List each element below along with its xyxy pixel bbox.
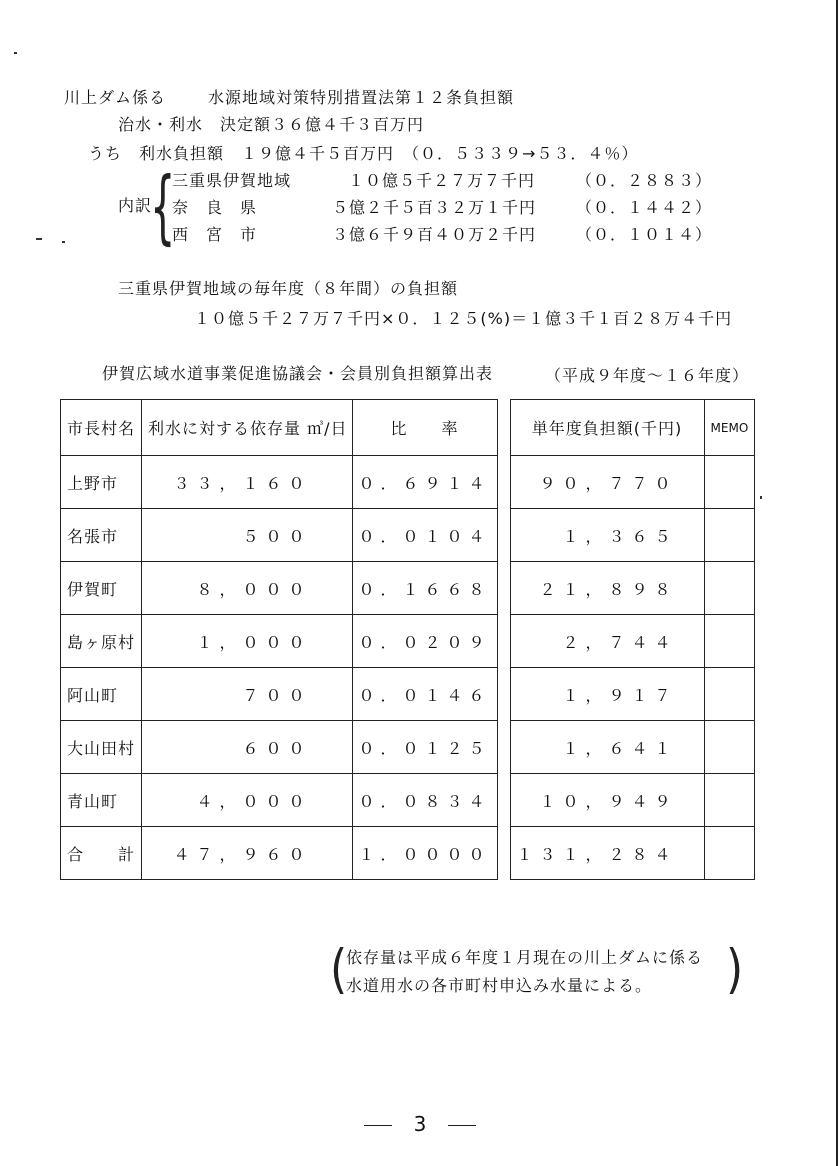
note-paren-right: ) [726,939,744,1001]
row-name: 島ヶ原村 [61,615,142,668]
row-memo [704,774,755,827]
breakdown-amount: ３億６千９百４０万２千円 [332,225,537,244]
row-name: 青山町 [61,774,142,827]
table-row [61,615,755,668]
row-annual-cost: ２１，８９８ [510,562,704,615]
header-memo: MEMO [704,400,755,456]
row-name: 上野市 [61,456,142,509]
row-memo [704,456,755,509]
row-annual-cost: ９０，７７０ [510,456,704,509]
breakdown-amount: １０億５千２７万７千円 [348,171,536,190]
row-rate: ０．０１４６ [352,668,497,721]
annual-title: 三重県伊賀地域の毎年度（８年間）の負担額 [118,279,459,298]
total-dependence: ４７，９６０ [142,827,352,880]
row-annual-cost: １，６４１ [510,721,704,774]
table-period: （平成９年度～１６年度） [545,366,750,385]
row-memo [704,509,755,562]
row-name: 名張市 [61,509,142,562]
left-brace: { [150,162,176,254]
footer-dash [364,1125,392,1127]
scan-speck [36,238,42,240]
row-dependence: ５００ [142,509,352,562]
table-row [61,721,755,774]
row-dependence: ６００ [142,721,352,774]
row-name: 伊賀町 [61,562,142,615]
column-gap [497,827,510,880]
row-dependence: ７００ [142,668,352,721]
footnote-line: 水道用水の各市町村申込み水量による。 [346,976,653,995]
header-dependence: 利水に対する依存量 ㎥/日 [142,400,352,456]
page-number: 3 [413,1112,427,1136]
scan-edge-line [836,0,838,1166]
row-memo [704,562,755,615]
row-rate: ０．６９１４ [352,456,497,509]
column-gap [497,721,510,774]
column-gap [497,509,510,562]
scan-speck [62,241,65,243]
of-which-line: うち 利水負担額 １９億４千５百万円 （０．５３３９→５３．４％） [88,144,639,163]
header-annual-cost: 単年度負担額(千円) [510,400,704,456]
row-annual-cost: １，３６５ [510,509,704,562]
table-header-row [61,400,755,456]
breakdown-region: 三重県伊賀地域 [172,171,292,190]
row-memo [704,668,755,721]
row-rate: ０．１６６８ [352,562,497,615]
column-gap [497,774,510,827]
row-annual-cost: ２，７４４ [510,615,704,668]
row-dependence: ３３，１６０ [142,456,352,509]
row-dependence: ８，０００ [142,562,352,615]
column-gap [497,615,510,668]
column-gap [497,456,510,509]
total-annual-cost: １３１，２８４ [510,827,704,880]
column-gap [497,668,510,721]
decided-amount: 治水・利水 決定額３６億４千３百万円 [118,115,425,134]
breakdown-ratio: （０．１４４２） [576,198,713,217]
header-name: 市長村名 [61,400,142,456]
row-name: 阿山町 [61,668,142,721]
footer-dash [448,1125,476,1127]
column-gap [497,562,510,615]
row-dependence: ４，０００ [142,774,352,827]
dam-label: 川上ダム係る [64,88,167,107]
table-row [61,509,755,562]
breakdown-region: 奈 良 県 [172,198,258,217]
row-memo [704,827,755,880]
table-title: 伊賀広域水道事業促進協議会・会員別負担額算出表 [102,364,494,383]
breakdown-ratio: （０．２８８３） [576,171,713,190]
law-label: 水源地域対策特別措置法第１２条負担額 [208,88,515,107]
table-row [61,456,755,509]
footnote-line: 依存量は平成６年度１月現在の川上ダムに係る [346,948,704,967]
annual-formula: １０億５千２７万７千円×０．１２５(%)＝１億３千１百２８万４千円 [194,309,733,328]
breakdown-ratio: （０．１０１４） [576,225,713,244]
table-row [61,668,755,721]
row-rate: ０．０８３４ [352,774,497,827]
row-rate: ０．０１０４ [352,509,497,562]
breakdown-amount: ５億２千５百３２万１千円 [332,198,537,217]
table-total-row [61,827,755,880]
row-annual-cost: １０，９４９ [510,774,704,827]
header-rate: 比 率 [352,400,497,456]
row-name: 大山田村 [61,721,142,774]
column-gap [497,400,510,456]
table-row [61,562,755,615]
scan-speck [14,52,17,54]
row-annual-cost: １，９１７ [510,668,704,721]
row-dependence: １，０００ [142,615,352,668]
cost-table [60,399,755,880]
note-paren-left: ( [330,939,348,1001]
row-rate: ０．０２０９ [352,615,497,668]
page-footer [0,1112,840,1136]
scan-speck [760,496,762,499]
breakdown-region: 西 宮 市 [172,225,258,244]
row-memo [704,615,755,668]
row-memo [704,721,755,774]
row-rate: ０．０１２５ [352,721,497,774]
breakdown-label: 内訳 [118,196,153,215]
total-label: 合 計 [61,827,142,880]
table-row [61,774,755,827]
total-rate: １．００００ [352,827,497,880]
footnote [346,944,703,1000]
